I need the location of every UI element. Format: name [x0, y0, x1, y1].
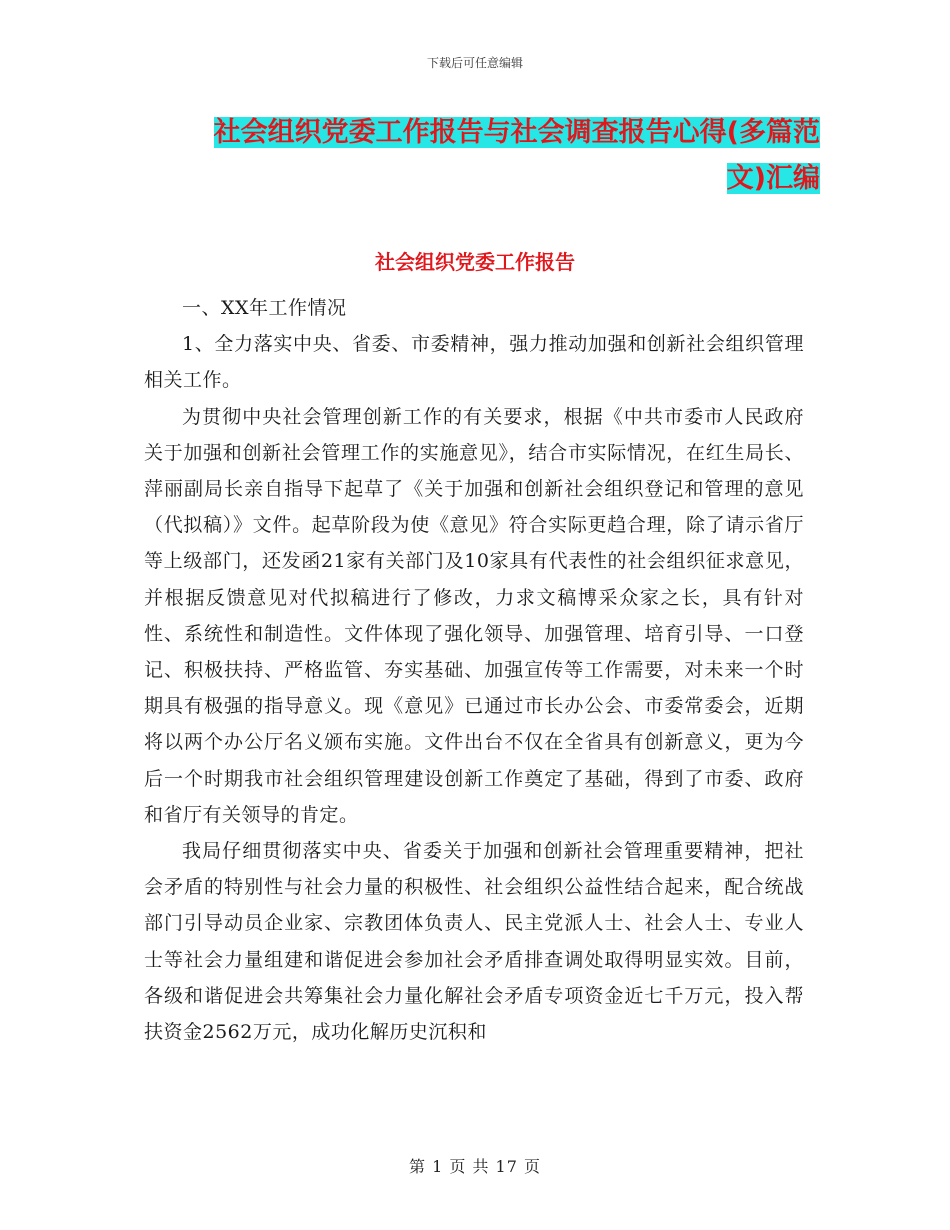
section-title: 社会组织党委工作报告 — [375, 250, 575, 274]
paragraph: 1、全力落实中央、省委、市委精神，强力推动加强和创新社会组织管理相关工作。 — [144, 333, 804, 392]
page-footer: 第 1 页 共 17 页 — [409, 1157, 541, 1176]
body-text — [144, 290, 804, 1050]
document-title — [180, 110, 820, 202]
header-note: 下载后可任意编辑 — [426, 56, 523, 70]
paragraph: 为贯彻中央社会管理创新工作的有关要求，根据《中共市委市人民政府关于加强和创新社会管理工作的实施意见》，结合市实际情况，在红生局长、萍丽副局长亲自指导下起草了《关于加强和创新社会组织登记和管理的意见（代拟稿）》文件。起草阶段为使《意见》符合实际更趋合理，除了请示省厅等上级部门，还发函21家有关部门及10家具有代表性的社会组织征求意见，并根据反馈意见对代拟稿进行了修改，力求文稿博采众家之长，具有针对性、系统性和制造性。文件体现了强化领导、加强管理、培育引导、一口登记、积极扶持、严格监管、夯实基础、加强宣传等工作需要，对未来一个时期具有极强的指导意义。现《意见》已通过市长办公会、市委常委会，近期将以两个办公厅名义颁布实施。文件出台不仅在全省具有创新意义，更为今后一个时期我市社会组织管理建设创新工作奠定了基础，得到了市委、政府和省厅有关领导的肯定。 — [144, 405, 804, 826]
paragraph: 一、XX年工作情况 — [182, 297, 347, 319]
document-title-text: 社会组织党委工作报告与社会调查报告心得(多篇范文)汇编 — [213, 117, 820, 194]
paragraph: 我局仔细贯彻落实中央、省委关于加强和创新社会管理重要精神，把社会矛盾的特别性与社会力量的积极性、社会组织公益性结合起来，配合统战部门引导动员企业家、宗教团体负责人、民主党派人士、社会人士、专业人士等社会力量组建和谐促进会参加社会矛盾排查调处取得明显实效。目前，各级和谐促进会共筹集社会力量化解社会矛盾专项资金近七千万元，投入帮扶资金2562万元，成功化解历史沉积和 — [144, 840, 804, 1044]
